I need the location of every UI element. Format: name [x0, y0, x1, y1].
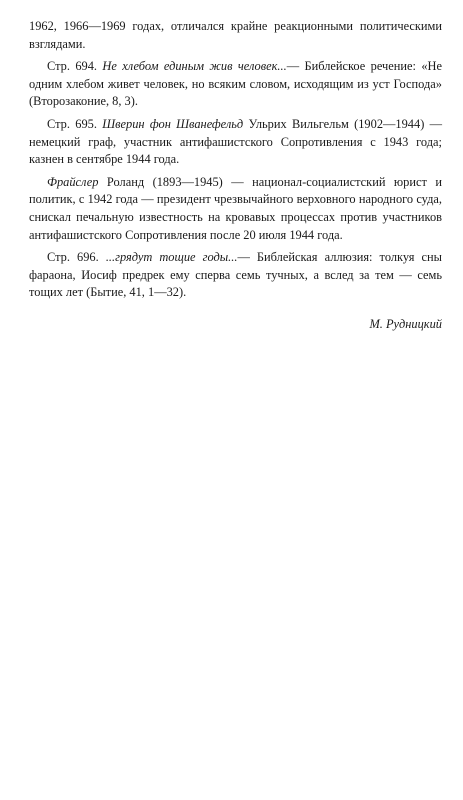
- note-paragraph-4: [29, 174, 442, 244]
- note-paragraph-3: [29, 116, 442, 169]
- note-paragraph-5: [29, 249, 442, 302]
- note-text: Роланд (1893—1945) — национал-социалистский юрист и политик, с 1942 года — президент чрезвычайного верховного народного суда, снискал печальную известность на кровавых процессах против участников антифашистского Сопротивления после 20 июля 1944 года.: [29, 174, 442, 242]
- note-text: — Библейское речение: «Не одним хлебом живет человек, но всяким словом, исходящим из уст Господа» (Второзаконие, 8, 3).: [29, 59, 442, 109]
- note-text: — Библейская аллюзия: толкуя сны фараона, Иосиф предрек ему сперва семь тучных, а вслед за тем — семь тощих лет (Бытие, 41, 1—32).: [29, 250, 442, 300]
- note-quoted-phrase: Не хлебом единым жив человек...: [102, 59, 287, 74]
- author-signature: М. Рудницкий: [369, 316, 442, 331]
- note-page-ref: Стр. 696.: [47, 250, 106, 265]
- note-text: 1962, 1966—1969 годах, отличался крайне реакционными политическими взглядами.: [29, 19, 442, 51]
- note-page-ref: Стр. 694.: [47, 59, 103, 74]
- note-text: Ульрих Вильгельм (1902—1944) — немецкий граф, участник антифашистского Сопротивления с 1943 года; казнен в сентябре 1944 года.: [29, 116, 442, 167]
- note-person-name: Фрайслер: [47, 174, 99, 189]
- commentary-page: [29, 18, 442, 334]
- note-paragraph-1: [29, 18, 442, 53]
- note-quoted-phrase: ...грядут тощие годы...: [105, 250, 238, 265]
- note-person-name: Шверин фон Шванефельд: [102, 116, 244, 131]
- note-paragraph-2: [29, 58, 442, 111]
- note-page-ref: Стр. 695.: [47, 116, 103, 131]
